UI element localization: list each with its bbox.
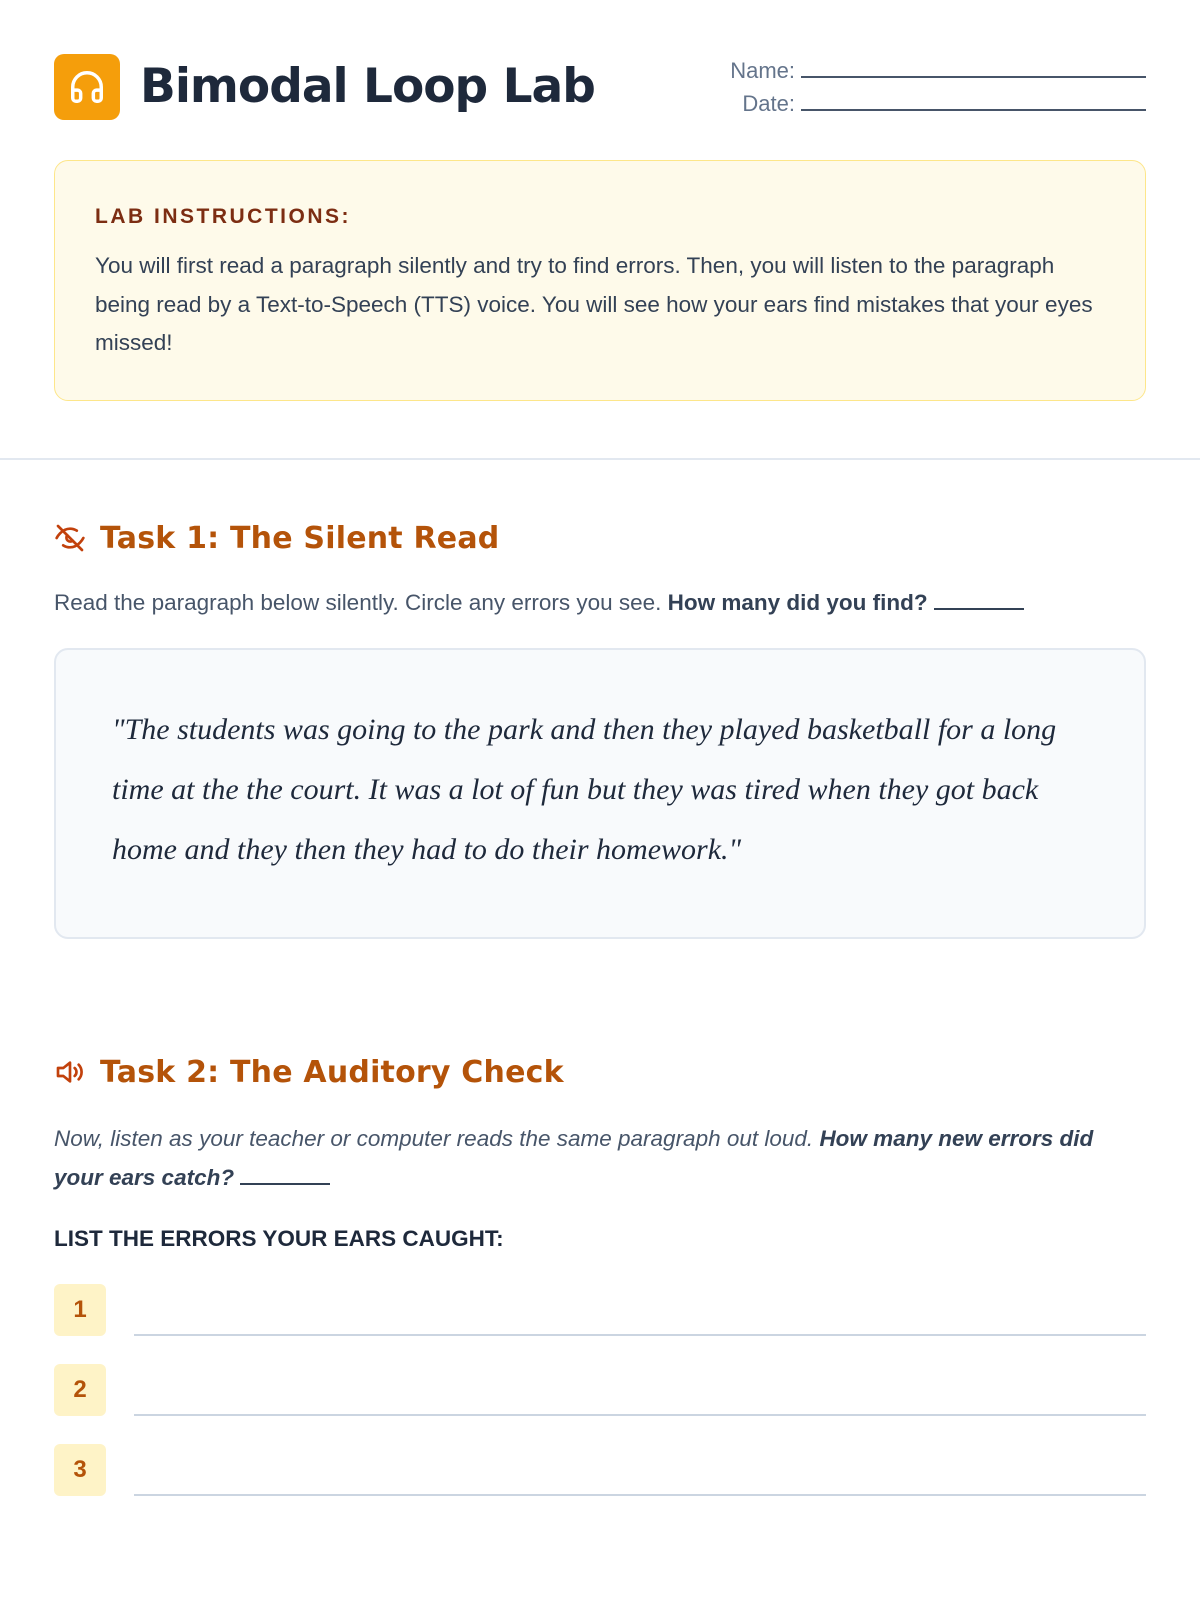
task2-title: Task 2: The Auditory Check — [100, 1054, 564, 1090]
error-answer-line[interactable] — [134, 1334, 1146, 1336]
header — [54, 54, 1146, 120]
error-list-item — [54, 1364, 1146, 1416]
item-number-badge: 3 — [54, 1444, 106, 1496]
errors-list-heading: LIST THE ERRORS YOUR EARS CAUGHT: — [54, 1226, 504, 1251]
student-fields — [716, 56, 1146, 122]
task1-text: Read the paragraph below silently. Circle any errors you see. — [54, 590, 662, 615]
error-list-item — [54, 1284, 1146, 1336]
date-field[interactable] — [716, 89, 1146, 122]
task2-instructions — [54, 1120, 1146, 1197]
item-number-badge: 2 — [54, 1364, 106, 1416]
instructions-panel — [54, 160, 1146, 401]
error-answer-line[interactable] — [134, 1494, 1146, 1496]
date-label: Date: — [742, 91, 795, 116]
name-blank[interactable] — [801, 56, 1146, 78]
section-divider — [0, 458, 1200, 460]
task1-title: Task 1: The Silent Read — [100, 520, 500, 556]
instructions-body: You will first read a paragraph silently and try to find errors. Then, you will listen to the paragraph being read by a Text-to-Speech (TTS) voice. You will see how your ears find mistakes that your eyes missed! — [95, 253, 1093, 355]
error-answer-line[interactable] — [134, 1414, 1146, 1416]
reading-paragraph-box — [54, 648, 1146, 939]
headphones-icon — [54, 54, 120, 120]
item-number-badge: 1 — [54, 1284, 106, 1336]
task1-instructions — [54, 584, 1024, 623]
eye-off-icon — [54, 522, 86, 554]
task1-answer-blank[interactable] — [934, 592, 1024, 610]
task2-text: Now, listen as your teacher or computer reads the same paragraph out loud. — [54, 1126, 814, 1151]
name-label: Name: — [730, 58, 795, 83]
task2-question: How many new errors did your ears catch? — [54, 1126, 1094, 1190]
task1-question: How many did you find? — [667, 590, 928, 615]
date-blank[interactable] — [801, 89, 1146, 111]
instructions-title: LAB INSTRUCTIONS: — [95, 205, 351, 228]
reading-paragraph: "The students was going to the park and then they played basketball for a long time at the the court. It was a lot of fun but they was tired when they got back home and they then they had to do their homework." — [112, 713, 1057, 866]
page-title: Bimodal Loop Lab — [140, 59, 595, 114]
error-list-item — [54, 1444, 1146, 1496]
name-field[interactable] — [716, 56, 1146, 89]
task1-heading — [54, 518, 499, 558]
task2-answer-blank[interactable] — [240, 1167, 330, 1185]
speaker-icon — [54, 1056, 86, 1088]
task2-heading — [54, 1052, 564, 1092]
